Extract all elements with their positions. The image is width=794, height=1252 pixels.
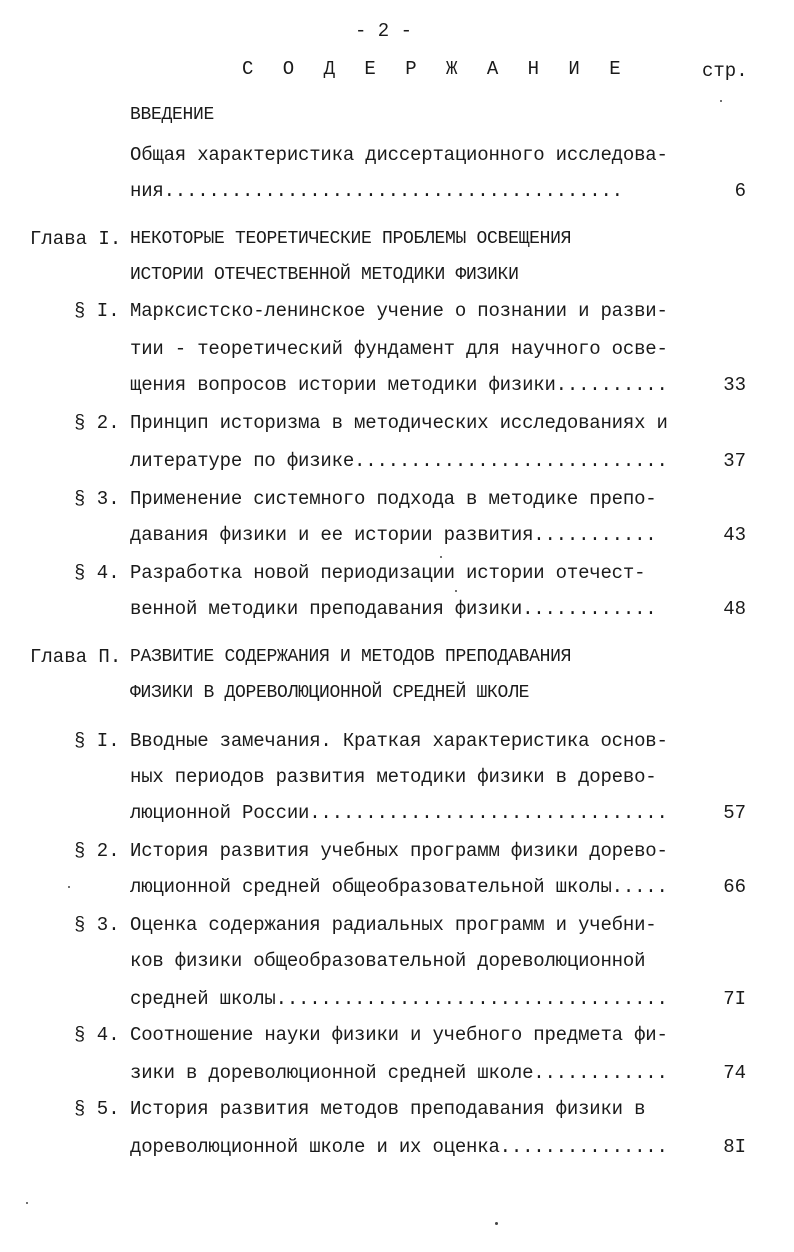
toc-page-number: 48 <box>723 598 746 620</box>
chapter-title: ФИЗИКИ В ДОРЕВОЛЮЦИОННОЙ СРЕДНЕЙ ШКОЛЕ <box>130 683 530 703</box>
section-number: § 2. <box>74 412 120 434</box>
scan-speck <box>495 1222 498 1225</box>
toc-entry-text: люционной средней общеобразовательной школы..... <box>130 876 668 898</box>
toc-entry-text: Оценка содержания радиальных программ и учебни- <box>130 914 657 936</box>
toc-entry-text: венной методики преподавания физики............ <box>130 598 657 620</box>
section-number: § 4. <box>74 562 120 584</box>
toc-entry-text: Марксистско-ленинское учение о познании и разви- <box>130 300 668 322</box>
scan-speck <box>720 100 722 102</box>
section-number: § 3. <box>74 914 120 936</box>
toc-entry-text: Разработка новой периодизации истории отечест- <box>130 562 646 584</box>
section-number: § I. <box>74 300 120 322</box>
section-number: § I. <box>74 730 120 752</box>
toc-entry-text: давания физики и ее истории развития........... <box>130 524 657 546</box>
toc-entry-text: Общая характеристика диссертационного исследова- <box>130 144 668 166</box>
toc-entry-text: дореволюционной школе и их оценка............... <box>130 1136 668 1158</box>
toc-entry-text: История развития методов преподавания физики в <box>130 1098 646 1120</box>
scan-speck <box>455 590 457 592</box>
chapter-title: ИСТОРИИ ОТЕЧЕСТВЕННОЙ МЕТОДИКИ ФИЗИКИ <box>130 265 519 285</box>
toc-page-number: 43 <box>723 524 746 546</box>
toc-page-number: 74 <box>723 1062 746 1084</box>
toc-page-number: 66 <box>723 876 746 898</box>
toc-entry-text: История развития учебных программ физики дорево- <box>130 840 668 862</box>
intro-heading: ВВЕДЕНИЕ <box>130 105 215 125</box>
toc-entry-text: люционной России................................ <box>130 802 668 824</box>
page-number: - 2 - <box>355 20 413 42</box>
toc-entry-text: Применение системного подхода в методике препо- <box>130 488 657 510</box>
page-column-label: стр. <box>702 60 748 82</box>
scan-speck <box>68 886 70 888</box>
section-number: § 4. <box>74 1024 120 1046</box>
toc-entry-text: средней школы................................... <box>130 988 668 1010</box>
toc-entry-text: ния......................................... <box>130 180 623 202</box>
toc-page-number: 8I <box>723 1136 746 1158</box>
chapter-title: РАЗВИТИЕ СОДЕРЖАНИЯ И МЕТОДОВ ПРЕПОДАВАНИЯ <box>130 647 572 667</box>
toc-entry-text: Соотношение науки физики и учебного предмета фи- <box>130 1024 668 1046</box>
page-title: С О Д Е Р Ж А Н И Е <box>242 58 630 80</box>
toc-entry-text: Принцип историзма в методических исследованиях и <box>130 412 668 434</box>
scan-speck <box>26 1202 28 1204</box>
chapter-label: Глава П. <box>30 646 122 668</box>
toc-entry-text: щения вопросов истории методики физики.......... <box>130 374 668 396</box>
toc-entry-text: ных периодов развития методики физики в дорево- <box>130 766 657 788</box>
toc-page-number: 6 <box>734 180 746 202</box>
toc-page-number: 33 <box>723 374 746 396</box>
toc-page-number: 37 <box>723 450 746 472</box>
scan-speck <box>440 556 442 558</box>
toc-entry-text: зики в дореволюционной средней школе............ <box>130 1062 668 1084</box>
toc-entry-text: тии - теоретический фундамент для научного осве- <box>130 338 668 360</box>
section-number: § 2. <box>74 840 120 862</box>
toc-entry-text: литературе по физике............................ <box>130 450 668 472</box>
section-number: § 3. <box>74 488 120 510</box>
chapter-title: НЕКОТОРЫЕ ТЕОРЕТИЧЕСКИЕ ПРОБЛЕМЫ ОСВЕЩЕНИЯ <box>130 229 572 249</box>
toc-page-number: 7I <box>723 988 746 1010</box>
toc-entry-text: Вводные замечания. Краткая характеристика основ- <box>130 730 668 752</box>
chapter-label: Глава I. <box>30 228 122 250</box>
toc-page-number: 57 <box>723 802 746 824</box>
section-number: § 5. <box>74 1098 120 1120</box>
toc-entry-text: ков физики общеобразовательной дореволюционной <box>130 950 646 972</box>
